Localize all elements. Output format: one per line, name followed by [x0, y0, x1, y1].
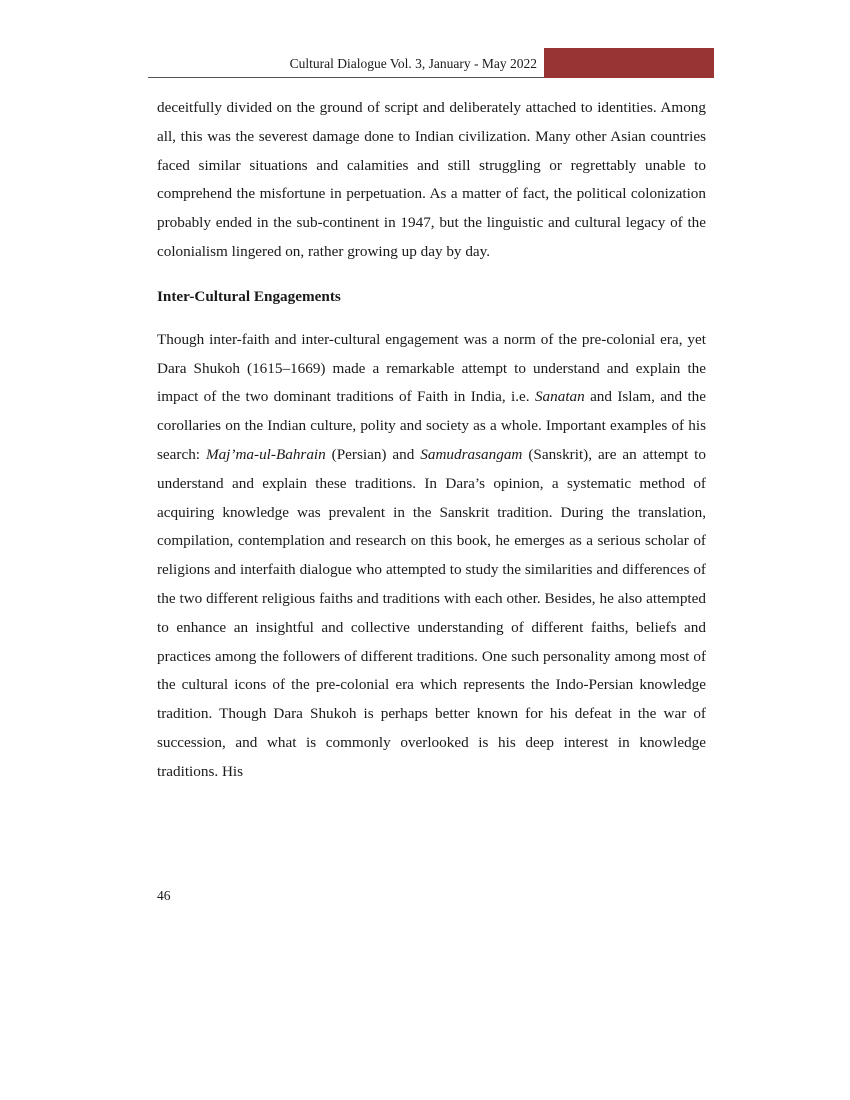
paragraph-inter-cultural	[157, 326, 706, 787]
header-accent-block	[544, 48, 714, 78]
running-header	[148, 48, 714, 79]
paragraph-intro: deceitfully divided on the ground of script and deliberately attached to identities. Among all, this was the severest damage done to Indian civilization. Many other Asian countries faced similar situations and calamities and still struggling or regrettably unable to comprehend the misfortune in perpetuation. As a matter of fact, the political colonization probably ended in the sub-continent in 1947, but the linguistic and cultural legacy of the colonialism lingered on, rather growing up day by day.	[157, 99, 706, 260]
paragraph-text: (Persian) and	[325, 445, 421, 463]
italic-term: Samudrasangam	[420, 445, 523, 463]
journal-title: Cultural Dialogue Vol. 3, January - May 2022	[289, 56, 537, 71]
italic-term: Maj’ma-ul-Bahrain	[205, 445, 326, 463]
page-body	[157, 94, 706, 787]
paragraph-text: Though inter-faith and inter-cultural engagement was a norm of the pre-colonial era, yet Dara Shukoh (1615–1669) made a remarkable attempt to understand and explain the impact of the two dominant traditions of Faith in India, i.e.	[157, 330, 706, 406]
paragraph-text: (Sanskrit), are an attempt to understand and explain these traditions. In Dara’s opinion, a systematic method of acquiring knowledge was prevalent in the Sanskrit tradition. During the translation, compilation, contemplation and research on this book, he emerges as a serious scholar of religions and interfaith dialogue who attempted to study the similarities and differences of the two different religious faiths and traditions with each other. Besides, he also attempted to enhance an insightful and collective understanding of different faiths, beliefs and practices among the followers of different traditions. One such personality among most of the cultural icons of the pre-colonial era which represents the Indo-Persian knowledge tradition. Though Dara Shukoh is perhaps better known for his defeat in the war of succession, and what is commonly overlooked is his deep interest in knowledge traditions. His	[157, 445, 706, 780]
header-rule	[148, 77, 544, 78]
paragraph-text: and Islam, and the corollaries on the Indian culture, polity and society as a whole. Important examples of his search:	[157, 388, 707, 463]
page-number: 46	[157, 888, 171, 903]
italic-term: Sanatan	[534, 388, 585, 406]
section-heading: Inter-Cultural Engagements	[157, 287, 341, 305]
